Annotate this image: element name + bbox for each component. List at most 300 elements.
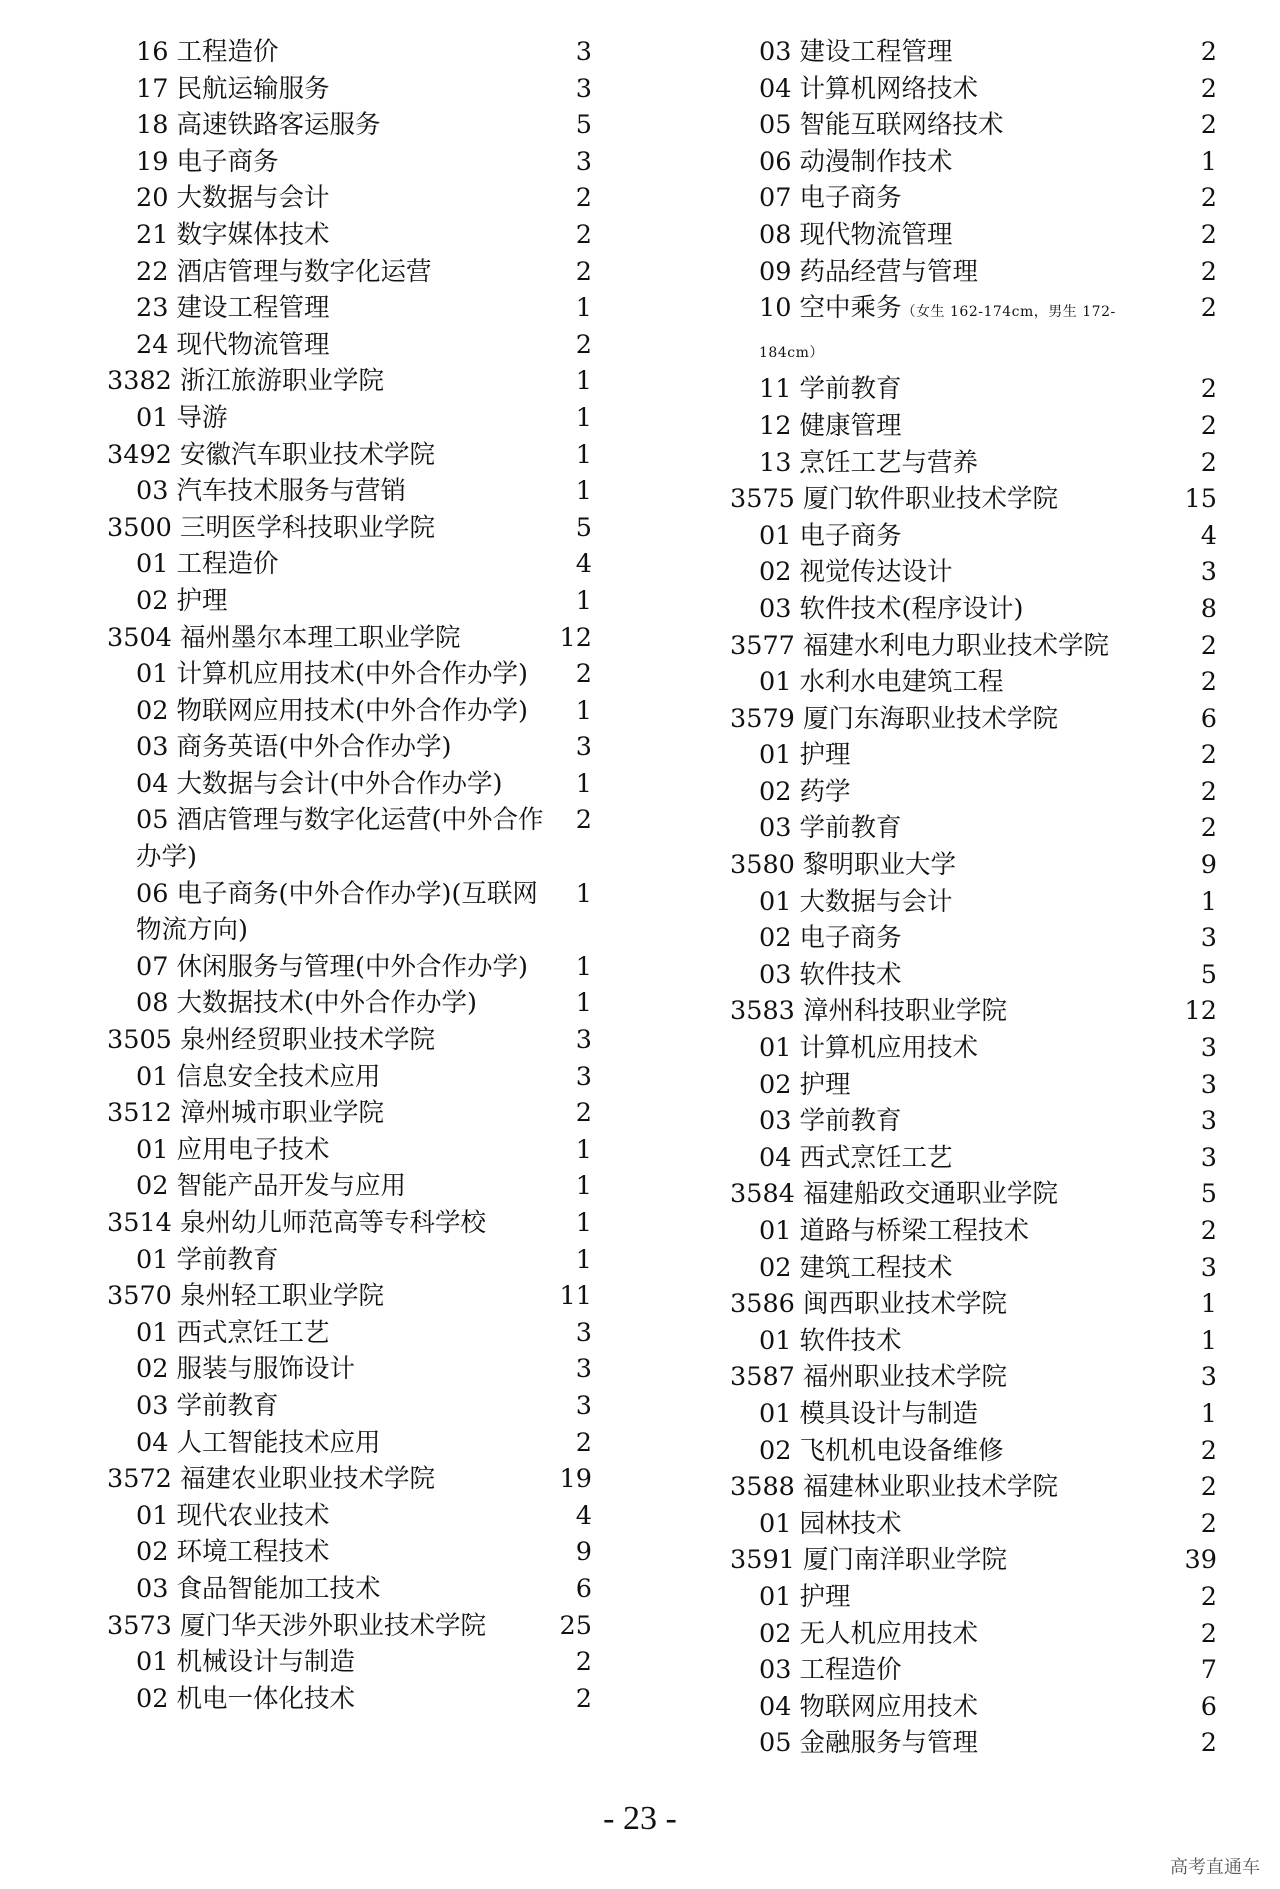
major-name <box>107 1351 592 1388</box>
quota-count: 2 <box>575 219 592 250</box>
major-name <box>730 920 1217 957</box>
entry-text: 05 金融服务与管理 <box>759 1728 979 1759</box>
quota-count: 25 <box>559 1610 592 1641</box>
entry-text: 01 计算机应用技术 <box>759 1033 979 1064</box>
quota-count: 4 <box>575 1500 592 1531</box>
quota-count: 12 <box>559 622 592 653</box>
major-row <box>107 217 592 254</box>
major-name <box>730 1579 1217 1616</box>
quota-count: 1 <box>1200 1289 1217 1320</box>
school-row <box>107 1205 592 1242</box>
entry-text: 01 护理 <box>759 1581 851 1612</box>
school-row <box>107 620 592 657</box>
quota-count: 2 <box>575 329 592 360</box>
school-name <box>107 510 592 547</box>
entry-text: 02 药学 <box>759 776 851 807</box>
school-name <box>730 1359 1217 1396</box>
entry-text: 3580 黎明职业大学 <box>730 850 957 881</box>
major-row <box>730 254 1217 291</box>
entry-text: 3588 福建林业职业技术学院 <box>730 1472 1059 1503</box>
school-row <box>730 1359 1217 1396</box>
major-name <box>107 327 592 364</box>
quota-count: 3 <box>1200 1142 1217 1173</box>
school-name <box>730 1542 1217 1579</box>
major-name <box>730 254 1217 291</box>
entry-text: 02 机电一体化技术 <box>136 1683 356 1714</box>
major-row <box>730 107 1217 144</box>
major-name <box>730 774 1217 811</box>
major-name <box>107 1059 592 1096</box>
major-row <box>730 554 1217 591</box>
major-row <box>730 664 1217 701</box>
entry-text: 01 模具设计与制造 <box>759 1398 979 1429</box>
quota-count: 4 <box>575 549 592 580</box>
quota-count: 2 <box>1200 110 1217 141</box>
major-name <box>107 290 592 327</box>
major-row <box>107 71 592 108</box>
entry-text: 02 无人机应用技术 <box>759 1618 979 1649</box>
major-name <box>107 1681 592 1718</box>
major-row <box>730 290 1217 371</box>
quota-count: 3 <box>575 732 592 763</box>
major-name <box>730 71 1217 108</box>
quota-count: 3 <box>1200 1252 1217 1283</box>
major-row <box>107 1498 592 1535</box>
major-row <box>730 920 1217 957</box>
entry-text: 3505 泉州经贸职业技术学院 <box>107 1025 436 1056</box>
school-row <box>107 1278 592 1315</box>
entry-text: 3575 厦门软件职业技术学院 <box>730 484 1059 515</box>
quota-count: 3 <box>575 37 592 67</box>
major-row <box>730 1140 1217 1177</box>
school-row <box>730 628 1217 665</box>
quota-count: 1 <box>1200 146 1217 177</box>
major-row <box>107 1534 592 1571</box>
major-name <box>107 1315 592 1352</box>
major-name <box>730 290 1217 371</box>
quota-count: 3 <box>1200 1362 1217 1393</box>
major-row <box>107 656 592 693</box>
entry-text: 03 学前教育 <box>136 1390 279 1421</box>
major-row <box>107 34 592 71</box>
entry-text: 21 数字媒体技术 <box>136 219 330 250</box>
quota-count: 2 <box>1200 1472 1217 1503</box>
entry-text: 01 园林技术 <box>759 1508 902 1539</box>
quota-count: 2 <box>1200 293 1217 324</box>
major-row <box>730 217 1217 254</box>
major-row <box>107 400 592 437</box>
major-row <box>107 802 592 875</box>
major-name <box>730 884 1217 921</box>
quota-count: 3 <box>575 1025 592 1056</box>
entry-text: 3579 厦门东海职业技术学院 <box>730 703 1059 734</box>
quota-count: 15 <box>1184 484 1217 515</box>
quota-count: 6 <box>575 1573 592 1604</box>
entry-text: 03 汽车技术服务与营销 <box>136 476 407 507</box>
major-name <box>107 985 592 1022</box>
major-row <box>107 107 592 144</box>
quota-count: 1 <box>575 439 592 470</box>
quota-count: 1 <box>575 402 592 433</box>
quota-count: 2 <box>575 183 592 214</box>
major-name <box>107 729 592 766</box>
entry-text: 3570 泉州轻工职业学院 <box>107 1281 385 1312</box>
major-row <box>730 1250 1217 1287</box>
quota-count: 3 <box>575 1061 592 1092</box>
entry-text: 05 智能互联网络技术 <box>759 110 1004 141</box>
school-row <box>730 481 1217 518</box>
entry-text: 04 物联网应用技术 <box>759 1691 979 1722</box>
entry-text: 07 休闲服务与管理(中外合作办学) <box>136 951 528 982</box>
entry-text: 02 智能产品开发与应用 <box>136 1171 407 1202</box>
entry-text: 12 健康管理 <box>759 410 902 441</box>
major-name <box>730 664 1217 701</box>
major-name <box>107 546 592 583</box>
major-row <box>107 876 592 949</box>
quota-count: 1 <box>575 1208 592 1238</box>
quota-count: 12 <box>1184 996 1217 1027</box>
school-name <box>730 1176 1217 1213</box>
quota-count: 1 <box>1200 886 1217 917</box>
major-row <box>107 1644 592 1681</box>
major-row <box>730 518 1217 555</box>
major-row <box>730 34 1217 71</box>
quota-count: 3 <box>1200 1033 1217 1064</box>
quota-count: 2 <box>1200 1508 1217 1539</box>
quota-count: 1 <box>575 476 592 507</box>
quota-count: 1 <box>575 1171 592 1202</box>
quota-count: 1 <box>575 878 592 909</box>
quota-count: 2 <box>1200 447 1217 478</box>
quota-count: 2 <box>1200 73 1217 104</box>
quota-count: 3 <box>575 1354 592 1385</box>
quota-count: 11 <box>559 1281 592 1312</box>
major-row <box>107 583 592 620</box>
entry-text: 01 学前教育 <box>136 1244 279 1275</box>
entry-text: 03 学前教育 <box>759 813 902 844</box>
entry-text: 18 高速铁路客运服务 <box>136 110 381 141</box>
entry-text: 3577 福建水利电力职业技术学院 <box>730 630 1110 661</box>
quota-count: 1 <box>575 1244 592 1275</box>
left-column <box>107 34 592 1717</box>
quota-count: 3 <box>1200 923 1217 954</box>
major-row <box>730 1067 1217 1104</box>
major-row <box>730 1689 1217 1726</box>
major-row <box>730 1030 1217 1067</box>
major-name <box>107 1498 592 1535</box>
quota-count: 8 <box>1200 593 1217 624</box>
major-name <box>107 144 592 181</box>
quota-count: 2 <box>1200 1618 1217 1649</box>
quota-count: 6 <box>1200 1691 1217 1722</box>
school-name <box>730 701 1217 738</box>
major-row <box>107 1388 592 1425</box>
entry-text: 01 机械设计与制造 <box>136 1647 356 1678</box>
quota-count: 2 <box>1200 667 1217 698</box>
school-name <box>107 1461 592 1498</box>
entry-text: 3492 安徽汽车职业技术学院 <box>107 439 436 470</box>
quota-count: 2 <box>1200 776 1217 807</box>
entry-text: 03 建设工程管理 <box>759 37 953 67</box>
entry-text: 02 视觉传达设计 <box>759 557 953 588</box>
entry-text: 01 工程造价 <box>136 549 279 580</box>
entry-text: 06 动漫制作技术 <box>759 146 953 177</box>
entry-text: 3512 漳州城市职业学院 <box>107 1098 385 1129</box>
quota-count: 2 <box>1200 374 1217 405</box>
school-name <box>107 363 592 400</box>
major-name <box>730 1140 1217 1177</box>
entry-text: 02 服装与服饰设计 <box>136 1354 356 1385</box>
major-name <box>107 1168 592 1205</box>
quota-count: 2 <box>1200 1216 1217 1246</box>
school-name <box>730 847 1217 884</box>
entry-text: 01 信息安全技术应用 <box>136 1061 381 1092</box>
entry-text: 23 建设工程管理 <box>136 293 330 324</box>
entry-text: 17 民航运输服务 <box>136 73 330 104</box>
major-row <box>730 445 1217 482</box>
quota-count: 1 <box>1200 1398 1217 1429</box>
major-name <box>730 518 1217 555</box>
major-name <box>730 810 1217 847</box>
entry-text: 01 大数据与会计 <box>759 886 953 917</box>
major-row <box>107 729 592 766</box>
major-name <box>730 408 1217 445</box>
major-row <box>730 1725 1217 1762</box>
school-row <box>107 1608 592 1645</box>
school-row <box>730 993 1217 1030</box>
entry-text: 07 电子商务 <box>759 183 902 214</box>
major-name <box>107 583 592 620</box>
major-name <box>730 1433 1217 1470</box>
entry-text: 01 现代农业技术 <box>136 1500 330 1531</box>
entry-text: 01 水利水电建筑工程 <box>759 667 1004 698</box>
major-row <box>730 737 1217 774</box>
school-row <box>730 1176 1217 1213</box>
entry-text: 19 电子商务 <box>136 146 279 177</box>
major-row <box>730 1213 1217 1250</box>
school-row <box>730 701 1217 738</box>
entry-text: 13 烹饪工艺与营养 <box>759 447 979 478</box>
school-row <box>730 1542 1217 1579</box>
major-row <box>107 254 592 291</box>
major-name <box>107 71 592 108</box>
major-row <box>730 408 1217 445</box>
major-name <box>730 1725 1217 1762</box>
entry-text: 3382 浙江旅游职业学院 <box>107 366 385 397</box>
school-row <box>107 510 592 547</box>
major-name <box>107 656 592 693</box>
entry-text: 06 电子商务(中外合作办学)(互联网物流方向) <box>136 878 538 946</box>
quota-count: 4 <box>1200 520 1217 551</box>
major-name <box>730 554 1217 591</box>
major-row <box>107 693 592 730</box>
quota-count: 2 <box>1200 630 1217 661</box>
entry-text: 08 大数据技术(中外合作办学) <box>136 988 477 1019</box>
entry-text: 09 药品经营与管理 <box>759 256 979 287</box>
major-name <box>107 949 592 986</box>
quota-count: 39 <box>1184 1545 1217 1576</box>
major-name <box>730 1652 1217 1689</box>
major-name <box>730 591 1217 628</box>
quota-count: 5 <box>575 110 592 141</box>
school-name <box>107 437 592 474</box>
major-name <box>730 107 1217 144</box>
school-row <box>107 1095 592 1132</box>
major-name <box>107 1425 592 1462</box>
quota-count: 5 <box>575 512 592 543</box>
major-row <box>730 957 1217 994</box>
quota-count: 2 <box>575 1683 592 1714</box>
school-name <box>107 1095 592 1132</box>
major-name <box>730 1396 1217 1433</box>
major-name <box>730 180 1217 217</box>
major-row <box>107 1351 592 1388</box>
quota-count: 1 <box>575 988 592 1019</box>
quota-count: 19 <box>559 1464 592 1495</box>
school-row <box>107 363 592 400</box>
entry-text: 02 物联网应用技术(中外合作办学) <box>136 695 528 726</box>
major-row <box>107 290 592 327</box>
entry-text: 04 大数据与会计(中外合作办学) <box>136 768 503 799</box>
major-name <box>730 371 1217 408</box>
entry-text: 01 护理 <box>759 740 851 771</box>
entry-text: 3591 厦门南洋职业学院 <box>730 1545 1008 1576</box>
major-row <box>730 144 1217 181</box>
major-name <box>730 1067 1217 1104</box>
quota-count: 2 <box>1200 37 1217 67</box>
major-name <box>730 34 1217 71</box>
school-name <box>730 993 1217 1030</box>
quota-count: 2 <box>575 256 592 287</box>
entry-text: 22 酒店管理与数字化运营 <box>136 256 432 287</box>
quota-count: 1 <box>575 366 592 397</box>
major-row <box>730 180 1217 217</box>
major-row <box>730 71 1217 108</box>
major-name <box>107 1242 592 1279</box>
quota-count: 5 <box>1200 959 1217 990</box>
right-column <box>730 34 1217 1762</box>
major-name <box>107 217 592 254</box>
major-name <box>107 766 592 803</box>
quota-count: 1 <box>575 695 592 726</box>
quota-count: 2 <box>575 1098 592 1129</box>
quota-count: 2 <box>1200 1581 1217 1612</box>
major-row <box>107 1059 592 1096</box>
entry-text: 03 食品智能加工技术 <box>136 1573 381 1604</box>
major-name <box>107 1644 592 1681</box>
major-name <box>730 1616 1217 1653</box>
entry-text: 16 工程造价 <box>136 37 279 67</box>
quota-count: 1 <box>575 951 592 982</box>
major-name <box>107 876 592 949</box>
major-name <box>107 34 592 71</box>
entry-text: 02 护理 <box>136 585 228 616</box>
major-row <box>730 1396 1217 1433</box>
entry-text: 01 道路与桥梁工程技术 <box>759 1216 1030 1246</box>
major-row <box>730 1103 1217 1140</box>
major-row <box>107 766 592 803</box>
watermark: 高考直通车 <box>1170 1857 1260 1878</box>
major-row <box>730 1506 1217 1543</box>
entry-text: 02 环境工程技术 <box>136 1537 330 1568</box>
quota-count: 7 <box>1200 1655 1217 1686</box>
school-row <box>730 847 1217 884</box>
major-name <box>107 1388 592 1425</box>
major-name <box>107 473 592 510</box>
major-row <box>107 1168 592 1205</box>
entry-text: 03 软件技术 <box>759 959 902 990</box>
entry-text: 20 大数据与会计 <box>136 183 330 214</box>
quota-count: 9 <box>575 1537 592 1568</box>
quota-count: 3 <box>1200 557 1217 588</box>
major-name <box>730 1030 1217 1067</box>
entry-text: 3587 福州职业技术学院 <box>730 1362 1008 1393</box>
quota-count: 3 <box>1200 1106 1217 1137</box>
major-row <box>730 1616 1217 1653</box>
school-row <box>107 437 592 474</box>
major-name <box>730 957 1217 994</box>
entry-text: 24 现代物流管理 <box>136 329 330 360</box>
school-name <box>107 1278 592 1315</box>
entry-text: 01 应用电子技术 <box>136 1134 330 1165</box>
major-name <box>107 1571 592 1608</box>
entry-text: 11 学前教育 <box>759 374 902 405</box>
major-name <box>107 1132 592 1169</box>
quota-count: 1 <box>1200 1325 1217 1356</box>
quota-count: 2 <box>1200 740 1217 771</box>
major-row <box>107 180 592 217</box>
entry-text: 3504 福州墨尔本理工职业学院 <box>107 622 461 653</box>
quota-count: 1 <box>575 768 592 799</box>
entry-text: 3583 漳州科技职业学院 <box>730 996 1008 1027</box>
school-name <box>730 1286 1217 1323</box>
entry-text: 10 空中乘务 <box>759 293 902 324</box>
entry-text: 01 计算机应用技术(中外合作办学) <box>136 659 528 690</box>
entry-text: 3500 三明医学科技职业学院 <box>107 512 436 543</box>
major-name <box>107 180 592 217</box>
quota-count: 2 <box>575 1427 592 1458</box>
major-row <box>730 884 1217 921</box>
major-row <box>730 1652 1217 1689</box>
page-number: - 23 - <box>603 1800 677 1837</box>
major-row <box>107 327 592 364</box>
entry-text: 05 酒店管理与数字化运营(中外合作办学) <box>136 805 544 873</box>
major-name <box>107 254 592 291</box>
quota-count: 1 <box>575 293 592 324</box>
entry-text: 01 电子商务 <box>759 520 902 551</box>
quota-count: 2 <box>1200 1728 1217 1759</box>
quota-count: 2 <box>1200 410 1217 441</box>
major-name <box>730 217 1217 254</box>
entry-text: 3586 闽西职业技术学院 <box>730 1289 1008 1320</box>
quota-count: 3 <box>575 1390 592 1421</box>
school-row <box>107 1461 592 1498</box>
major-row <box>730 591 1217 628</box>
major-row <box>730 810 1217 847</box>
major-name <box>107 1534 592 1571</box>
entry-text: 04 人工智能技术应用 <box>136 1427 381 1458</box>
quota-count: 2 <box>575 1647 592 1678</box>
major-name <box>730 1250 1217 1287</box>
major-name <box>107 400 592 437</box>
major-row <box>107 1425 592 1462</box>
quota-count: 3 <box>575 73 592 104</box>
major-row <box>730 1579 1217 1616</box>
entry-text: 03 软件技术(程序设计) <box>759 593 1024 624</box>
major-name <box>107 693 592 730</box>
quota-count: 1 <box>575 585 592 616</box>
entry-text: 02 电子商务 <box>759 923 902 954</box>
